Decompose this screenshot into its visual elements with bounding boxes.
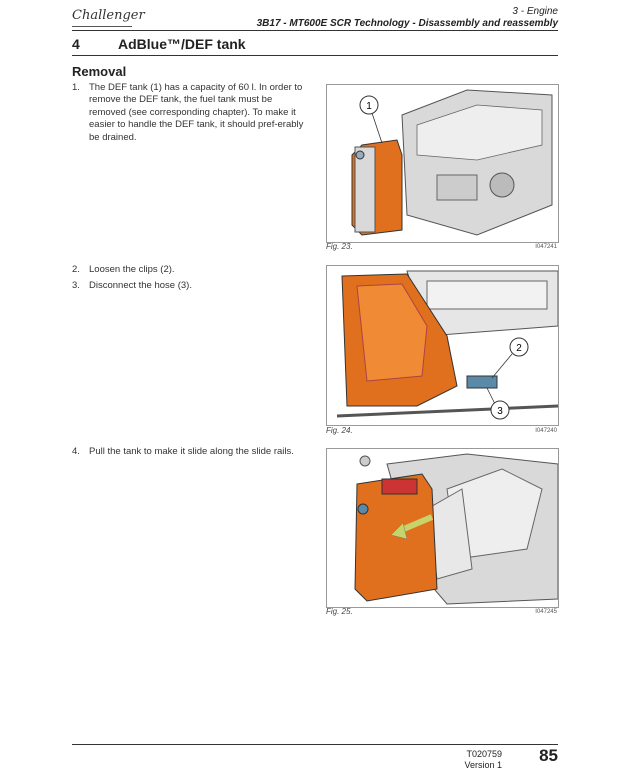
figure-24-image <box>326 265 559 426</box>
chapter-title: AdBlue™/DEF tank <box>118 36 246 52</box>
step-number: 2. <box>72 264 80 275</box>
figure-callout: 3 <box>497 406 503 417</box>
figure-code: I047240 <box>535 428 557 434</box>
page-number: 85 <box>539 746 558 765</box>
chapter-rule <box>72 55 558 56</box>
subheading-removal: Removal <box>72 64 127 79</box>
figure-code: I047245 <box>535 609 557 615</box>
figure-callout: 2 <box>516 343 522 354</box>
chapter-number: 4 <box>72 36 80 52</box>
figure-caption: Fig. 24. <box>326 426 353 435</box>
figure-code: I047241 <box>535 244 557 250</box>
step-text: Disconnect the hose (3). <box>89 280 192 291</box>
step-number: 1. <box>72 82 80 93</box>
step-item <box>72 264 304 278</box>
figure-callout: 1 <box>366 101 372 112</box>
version-label: Version 1 <box>464 760 502 770</box>
step-item <box>72 280 304 294</box>
document-title: 3B17 - MT600E SCR Technology - Disassembly and reassembly <box>256 18 558 29</box>
footer-rule <box>72 744 558 745</box>
step-item <box>72 446 304 460</box>
step-text: The DEF tank (1) has a capacity of 60 l. In order to remove the DEF tank, the fuel tank must be removed (see corresponding chapter). To make it easier to handle the DEF tank, it should pref-erably be drained. <box>89 82 304 143</box>
figure-25-image <box>326 448 559 608</box>
header-rule <box>72 30 558 31</box>
logo-underline <box>72 26 132 27</box>
section-label: 3 - Engine <box>512 6 558 17</box>
step-item <box>72 82 304 152</box>
challenger-logo: Challenger <box>72 8 145 23</box>
step-text: Pull the tank to make it slide along the slide rails. <box>89 446 294 457</box>
figure-23-image <box>326 84 559 243</box>
document-id: T020759 <box>466 749 502 759</box>
step-number: 4. <box>72 446 80 457</box>
step-text: Loosen the clips (2). <box>89 264 175 275</box>
figure-caption: Fig. 25. <box>326 607 353 616</box>
step-number: 3. <box>72 280 80 291</box>
figure-caption: Fig. 23. <box>326 242 353 251</box>
